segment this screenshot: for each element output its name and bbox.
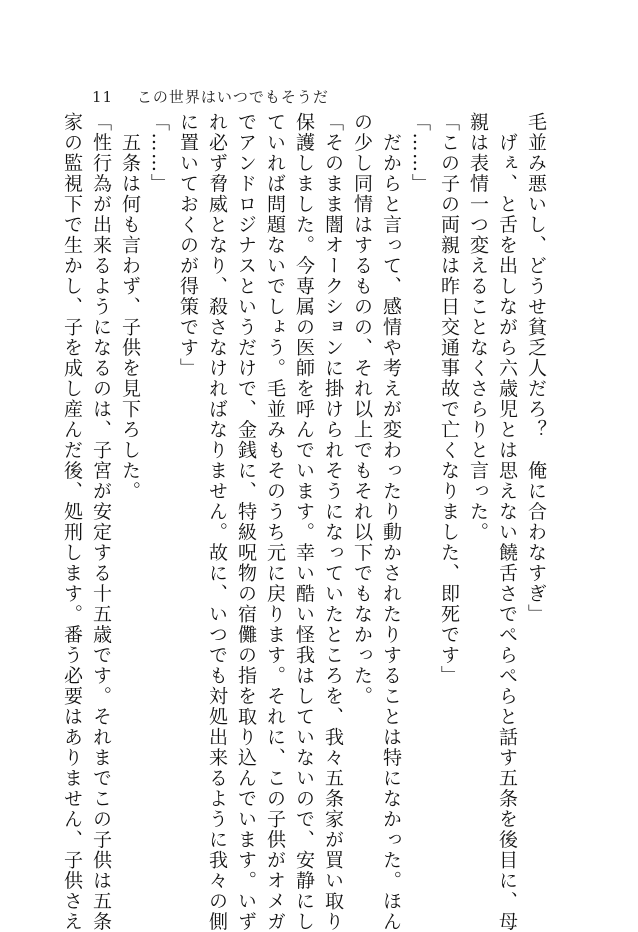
text-line: 親は表情一つ変えることなくさらりと言った。 (467, 112, 489, 543)
text-line: れ必ず脅威となり、殺さなければなりません。故に、いつでも対処出来るように我々の側 (206, 112, 228, 932)
page-header (92, 86, 329, 107)
text-line: 毛並み悪いし、どうせ貧乏人だろ？ 俺に合わなすぎ」 (525, 112, 547, 625)
text-line: げぇ、と舌を出しながら六歳児とは思えない饒舌さでぺらぺらと話す五条を後目に、母 (496, 112, 518, 932)
text-line: 「性行為が出来るようになるのは、子宮が安定する十五歳です。それまでこの子供は五条 (90, 112, 112, 932)
text-line: ていれば問題ないでしょう。毛並みもそのうち元に戻ります。それに、この子供がオメガ (264, 112, 286, 932)
text-line: 「そのまま闇オークションに掛けられそうになっていたところを、我々五条家が買い取り (322, 112, 344, 932)
chapter-title: この世界はいつでもそうだ (136, 88, 329, 106)
text-line: だからと言って、感情や考えが変わったり動かされたりすることは特になかった。ほん (380, 112, 402, 932)
text-line: 「……」 (148, 112, 170, 194)
page-number: 11 (92, 88, 114, 106)
body-text (57, 112, 550, 932)
text-line: の少し同情はするものの、それ以上でもそれ以下でもなかった。 (351, 112, 373, 707)
text-line: 「……」 (409, 112, 431, 194)
text-line: 「この子の両親は昨日交通事故で亡くなりました、即死です」 (438, 112, 460, 686)
text-line: に置いておくのが得策です」 (177, 112, 199, 379)
text-line: 家の監視下で生かし、子を成し産んだ後、処刑します。番う必要はありません、子供さえ (61, 112, 83, 932)
text-line: でアンドロジナスというだけで、金銭に、特級呪物の宿儺の指を取り込んでいます。いず (235, 112, 257, 932)
text-line: 保護しました。今専属の医師を呼んでいます。幸い酷い怪我はしていないので、安静にし (293, 112, 315, 932)
text-line: 五条は何も言わず、子供を見下ろした。 (119, 112, 141, 502)
